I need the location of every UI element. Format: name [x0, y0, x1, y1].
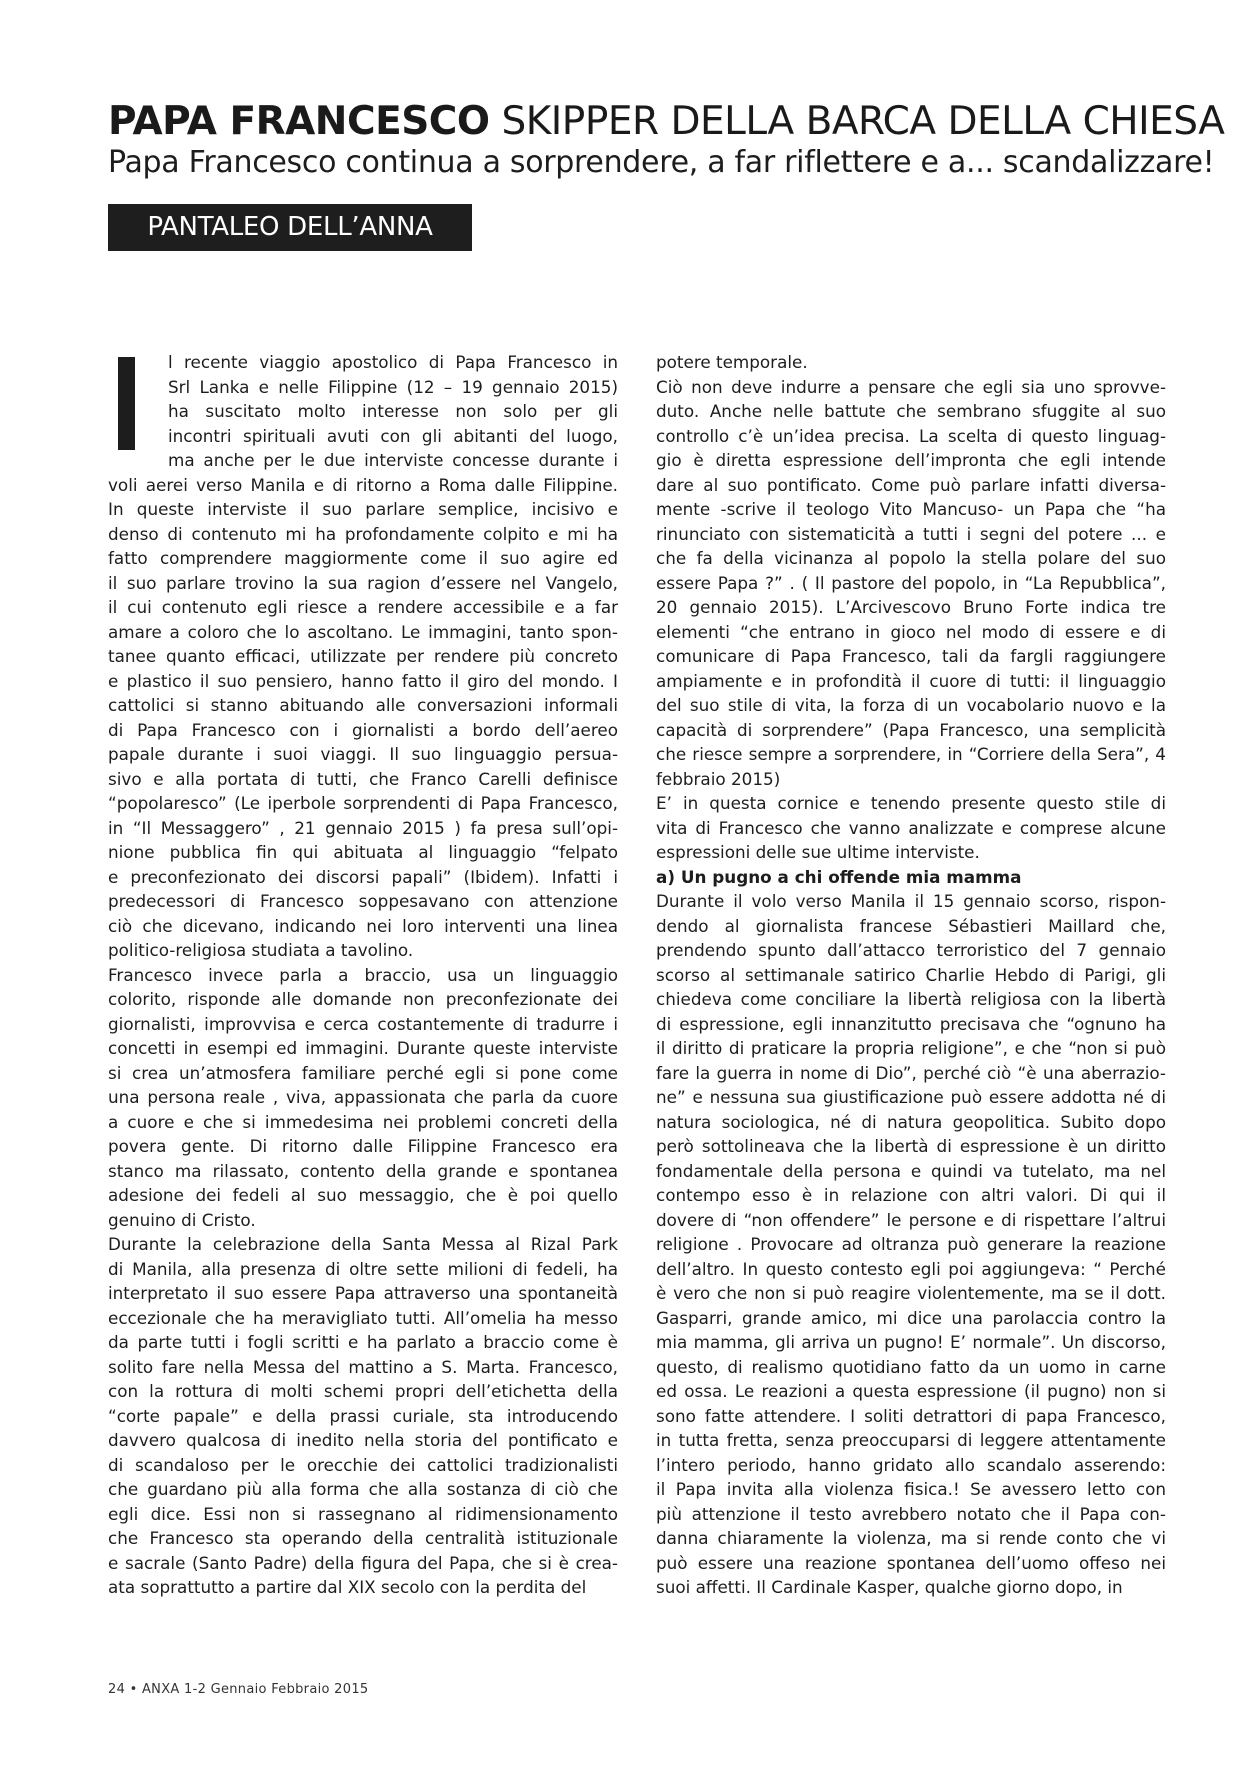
text-line: Gasparri, grande amico, mi dice una parolaccia contro la: [656, 1307, 1166, 1328]
text-line: davvero qualcosa di inedito nella storia del pontificato e: [108, 1430, 618, 1450]
text-line: incontri spirituali avuti con gli abitanti del luogo,: [168, 425, 618, 446]
text-line: ata soprattutto a partire dal XIX secolo con la perdita del: [108, 1577, 587, 1597]
text-line: elementi “che entrano in gioco nel modo di essere e di: [656, 621, 1166, 642]
text-line: “popolaresco” (Le iperbole sorprendenti di Papa Francesco,: [108, 793, 618, 813]
text-line: più attenzione il testo avrebbero notato che il Papa con-: [656, 1503, 1166, 1524]
text-line: fare la guerra in nome di Dio”, perché ciò “è una aberrazio-: [656, 1062, 1166, 1083]
text-line: dendo al giornalista francese Sébastieri Maillard che,: [656, 915, 1166, 936]
text-line: Srl Lanka e nelle Filippine (12 – 19 gennaio 2015): [168, 376, 618, 397]
text-line: in tutta fretta, senza preoccuparsi di leggere attentamente: [656, 1430, 1166, 1450]
text-line: a cuore e che si immedesima nei problemi concreti della: [108, 1111, 618, 1132]
text-line: e sacrale (Santo Padre) della figura del Papa, che si è crea-: [108, 1552, 618, 1573]
text-line: danna chiaramente la violenza, ma si rende conto che vi: [656, 1528, 1166, 1548]
text-line: il suo parlare trovino la sua ragion d’essere nel Vangelo,: [108, 572, 618, 593]
text-line: potere temporale.: [656, 352, 808, 372]
text-line: Durante la celebrazione della Santa Messa al Rizal Park: [108, 1234, 618, 1254]
text-line: povera gente. Di ritorno dalle Filippine Francesco era: [108, 1136, 618, 1156]
text-line: genuino di Cristo.: [108, 1209, 256, 1230]
page-footer: 24 • ANXA 1-2 Gennaio Febbraio 2015: [108, 1682, 369, 1697]
text-line: fondamentale della persona e quindi va tutelato, ma nel: [656, 1160, 1166, 1181]
text-line: a) Un pugno a chi offende mia mamma: [656, 866, 1022, 887]
text-line: “corte papale” e della prassi curiale, sta introducendo: [108, 1405, 618, 1426]
text-line: ampiamente e in profondità il cuore di tutti: il linguaggio: [656, 670, 1166, 691]
text-line: stanco ma rilassato, contento della grande e spontanea: [108, 1160, 618, 1181]
text-line: mente -scrive il teologo Vito Mancuso- un Papa che “ha: [656, 499, 1166, 519]
text-line: il Papa invita alla violenza fisica.! Se avessero letto con: [656, 1479, 1166, 1499]
text-line: del suo stile di vita, la forza di un vocabolario nuovo e la: [656, 695, 1166, 715]
text-line: espressioni delle sue ultime interviste.: [656, 842, 980, 862]
text-line: da parte tutti i fogli scritti e ha parlato a braccio come è: [108, 1332, 618, 1352]
text-line: papale durante i suoi viaggi. Il suo linguaggio persua-: [108, 744, 618, 764]
author-label: PANTALEO DELL’ANNA: [108, 204, 472, 251]
text-line: ma anche per le due interviste concesse durante i: [168, 450, 618, 470]
text-line: che guardano più alla forma che alla sostanza di ciò che: [108, 1479, 618, 1499]
text-line: l recente viaggio apostolico di Papa Francesco in: [168, 352, 618, 372]
text-line: però sottolineava che la libertà di espressione è un diritto: [656, 1136, 1166, 1156]
text-line: l’intero periodo, hanno gridato allo scandalo asserendo:: [656, 1454, 1166, 1475]
text-line: suoi affetti. Il Cardinale Kasper, qualche giorno dopo, in: [656, 1577, 1123, 1597]
text-line: il cui contenuto egli riesce a rendere accessibile e a far: [108, 597, 618, 617]
text-line: con la rottura di molti schemi propri dell’etichetta della: [108, 1381, 618, 1401]
text-line: vita di Francesco che vanno analizzate e comprese alcune: [656, 817, 1166, 838]
text-line: che fa della vicinanza al popolo la stella polare del suo: [656, 548, 1166, 568]
text-line: sivo e alla portata di tutti, che Franco Carelli definisce: [108, 768, 618, 789]
text-line: egli dice. Essi non si rassegnano al ridimensionamento: [108, 1503, 618, 1524]
text-line: concetti in esempi ed immagini. Durante queste interviste: [108, 1038, 618, 1058]
text-line: può essere una reazione spontanea dell’uomo offeso nei: [656, 1552, 1166, 1573]
text-line: ha suscitato molto interesse non solo per gli: [168, 401, 618, 421]
text-line: dare al suo pontificato. Come può parlare infatti diversa-: [656, 474, 1166, 495]
text-line: essere Papa ?” . ( Il pastore del popolo, in “La Repubblica”,: [656, 572, 1166, 593]
text-line: ed ossa. Le reazioni a questa espressione (il pugno) non si: [656, 1381, 1166, 1401]
text-line: gio è diretta espressione dell’impronta che egli intende: [656, 450, 1166, 470]
text-line: predecessori di Francesco soppesavano con attenzione: [108, 891, 618, 911]
text-line: capacità di sorprendere” (Papa Francesco, una semplicità: [656, 719, 1166, 740]
text-line: si crea un’atmosfera familiare perché egli si pone come: [108, 1062, 618, 1083]
text-line: interpretato il suo essere Papa attraverso una spontaneità: [108, 1283, 618, 1303]
text-line: dovere di “non offendere” le persone e di rispettare l’altrui: [656, 1209, 1166, 1230]
text-line: nione pubblica fin qui abituata al linguaggio “felpato: [108, 842, 618, 862]
text-line: 20 gennaio 2015). L’Arcivescovo Bruno Forte indica tre: [656, 597, 1166, 617]
text-line: duto. Anche nelle battute che sembrano sfuggite al suo: [656, 401, 1166, 421]
text-line: è vero che non si può reagire violentemente, ma se il dott.: [656, 1283, 1166, 1303]
text-line: voli aerei verso Manila e di ritorno a Roma dalle Filippine.: [108, 474, 618, 495]
text-line: politico-religiosa studiata a tavolino.: [108, 940, 414, 960]
text-line: di scandaloso per le orecchie dei cattolici tradizionalisti: [108, 1454, 618, 1475]
article-title-bold: PAPA FRANCESCO: [108, 99, 490, 144]
text-line: In queste interviste il suo parlare semplice, incisivo e: [108, 499, 618, 519]
text-line: adesione dei fedeli al suo messaggio, che è poi quello: [108, 1185, 618, 1205]
text-line: Durante il volo verso Manila il 15 gennaio scorso, rispon-: [656, 891, 1166, 911]
text-line: contempo esso è in relazione con altri valori. Di qui il: [656, 1185, 1166, 1205]
text-line: in “Il Messaggero” , 21 gennaio 2015 ) fa presa sull’opi-: [108, 817, 618, 838]
text-line: denso di contenuto mi ha profondamente colpito e mi ha: [108, 523, 618, 544]
text-line: ne” e nessuna sua giustificazione può essere addotta né di: [656, 1087, 1166, 1107]
text-line: che Francesco sta operando della centralità istituzionale: [108, 1528, 618, 1548]
text-line: che riesce sempre a sorprendere, in “Corriere della Sera”, 4: [656, 744, 1166, 764]
text-line: dell’altro. In questo contesto egli poi aggiungeva: “ Perché: [656, 1258, 1166, 1279]
text-line: comunicare di Papa Francesco, tali da fargli raggiungere: [656, 646, 1166, 666]
text-line: giornalisti, improvvisa e cerca costantemente di tradurre i: [108, 1013, 618, 1034]
article-column-left: [108, 350, 618, 1600]
text-line: questo, di realismo quotidiano fatto da un uomo in carne: [656, 1356, 1166, 1377]
text-line: di espressione, egli innanzitutto precisava che “ognuno ha: [656, 1013, 1166, 1034]
text-line: mia mamma, gli arriva un pugno! E’ normale”. Un discorso,: [656, 1332, 1166, 1352]
text-line: E’ in questa cornice e tenendo presente questo stile di: [656, 793, 1166, 813]
text-line: eccezionale che ha meravigliato tutti. All’omelia ha messo: [108, 1307, 618, 1328]
text-line: e preconfezionato dei discorsi papali” (Ibidem). Infatti i: [108, 866, 618, 887]
text-line: ciò che dicevano, indicando nei loro interventi una linea: [108, 915, 618, 936]
text-line: e plastico il suo pensiero, hanno fatto il giro del mondo. I: [108, 670, 618, 691]
text-line: di Papa Francesco con i giornalisti a bordo dell’aereo: [108, 719, 618, 740]
text-line: chiedeva come conciliare la libertà religiosa con la libertà: [656, 989, 1166, 1009]
text-line: di Manila, alla presenza di oltre sette milioni di fedeli, ha: [108, 1258, 618, 1279]
text-line: rinunciato con sistematicità a tutti i segni del potere ... e: [656, 523, 1166, 544]
text-line: religione . Provocare ad oltranza può generare la reazione: [656, 1234, 1166, 1254]
text-line: sono fatte attendere. I soliti detrattori di papa Francesco,: [656, 1405, 1166, 1426]
text-line: fatto comprendere maggiormente come il suo agire ed: [108, 548, 618, 568]
text-line: febbraio 2015): [656, 768, 781, 789]
text-line: solito fare nella Messa del mattino a S. Marta. Francesco,: [108, 1356, 618, 1377]
article-title: [108, 98, 1225, 146]
text-line: Francesco invece parla a braccio, usa un linguaggio: [108, 964, 618, 985]
text-line: prendendo spunto dall’attacco terroristico del 7 gennaio: [656, 940, 1166, 960]
text-line: colorito, risponde alle domande non preconfezionate dei: [108, 989, 618, 1009]
text-line: controllo c’è un’idea precisa. La scelta di questo linguag-: [656, 425, 1166, 446]
article-column-right: [656, 350, 1166, 1600]
text-line: una persona reale , viva, appassionata che parla da cuore: [108, 1087, 618, 1107]
text-line: il diritto di praticare la propria religione”, e che “non si può: [656, 1038, 1166, 1058]
article-subtitle: Papa Francesco continua a sorprendere, a far riflettere e a... scandalizzare!: [108, 145, 1215, 180]
text-line: Ciò non deve indurre a pensare che egli sia uno sprovve-: [656, 376, 1166, 397]
text-line: cattolici si stanno abituando alle conversazioni informali: [108, 695, 618, 715]
text-line: scorso al settimanale satirico Charlie Hebdo di Parigi, gli: [656, 964, 1166, 985]
text-line: natura sociologica, né di natura geopolitica. Subito dopo: [656, 1111, 1166, 1132]
article-title-rest: SKIPPER DELLA BARCA DELLA CHIESA: [489, 99, 1225, 144]
text-line: amare a coloro che lo ascoltano. Le immagini, tanto spon-: [108, 621, 618, 642]
text-line: tanee quanto efficaci, utilizzate per rendere più concreto: [108, 646, 618, 666]
